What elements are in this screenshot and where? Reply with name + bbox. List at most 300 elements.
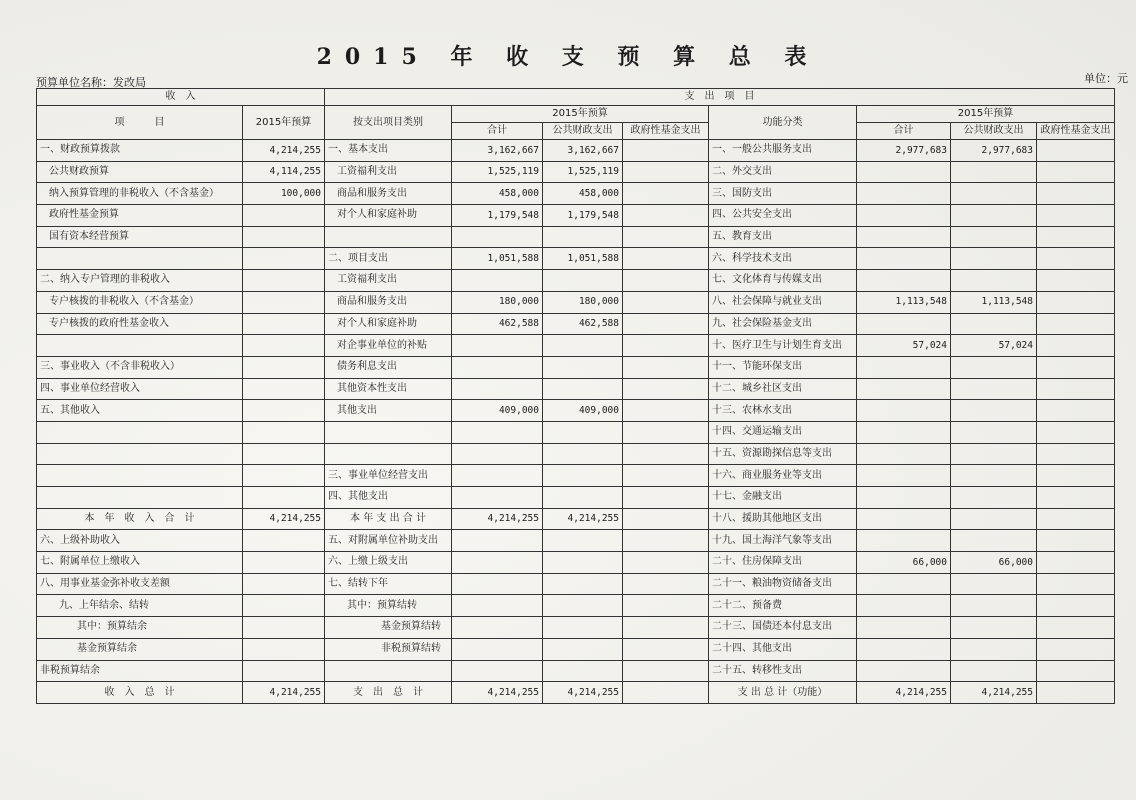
function-total-cell — [857, 443, 951, 465]
income-item-cell: 基金预算结余 — [37, 638, 243, 660]
function-public-cell — [951, 443, 1037, 465]
function-fund-cell — [1037, 530, 1115, 552]
income-item-cell: 七、附属单位上缴收入 — [37, 552, 243, 574]
category-total-cell — [452, 270, 543, 292]
table-row — [37, 270, 1115, 292]
category-item-cell: 五、对附属单位补助支出 — [325, 530, 452, 552]
function-public-cell — [951, 183, 1037, 205]
income-item-cell: 五、其他收入 — [37, 400, 243, 422]
function-fund-cell — [1037, 226, 1115, 248]
function-public-cell — [951, 530, 1037, 552]
function-public-cell — [951, 313, 1037, 335]
category-total-cell — [452, 660, 543, 682]
category-public-cell — [543, 378, 623, 400]
category-public-cell — [543, 573, 623, 595]
function-total-cell — [857, 573, 951, 595]
table-row — [37, 378, 1115, 400]
category-total-cell: 180,000 — [452, 291, 543, 313]
table-body — [37, 140, 1115, 704]
category-item-cell: 商品和服务支出 — [325, 291, 452, 313]
category-total-cell — [452, 378, 543, 400]
table-row — [37, 248, 1115, 270]
function-fund-cell — [1037, 313, 1115, 335]
function-fund-cell — [1037, 443, 1115, 465]
budget-unit-label: 预算单位名称：发改局 — [36, 76, 146, 89]
function-fund-cell — [1037, 183, 1115, 205]
income-value-cell: 100,000 — [243, 183, 325, 205]
function-total-cell — [857, 356, 951, 378]
category-total-cell: 3,162,667 — [452, 140, 543, 162]
function-total-header: 合计 — [857, 123, 951, 140]
income-item-cell: 八、用事业基金弥补收支差额 — [37, 573, 243, 595]
function-public-cell — [951, 356, 1037, 378]
category-public-cell — [543, 443, 623, 465]
function-fund-cell — [1037, 487, 1115, 509]
function-public-cell — [951, 487, 1037, 509]
function-total-cell — [857, 205, 951, 227]
income-item-cell: 一、财政预算拨款 — [37, 140, 243, 162]
function-item-cell: 二十一、粮油物资储备支出 — [709, 573, 857, 595]
header-row-1 — [37, 89, 1115, 106]
table-row — [37, 161, 1115, 183]
function-total-cell: 1,113,548 — [857, 291, 951, 313]
function-public-cell: 2,977,683 — [951, 140, 1037, 162]
category-public-cell: 1,525,119 — [543, 161, 623, 183]
function-total-cell — [857, 595, 951, 617]
function-item-cell: 二十五、转移性支出 — [709, 660, 857, 682]
category-fund-cell — [623, 400, 709, 422]
function-public-cell — [951, 161, 1037, 183]
category-item-cell: 工资福利支出 — [325, 161, 452, 183]
category-fund-cell — [623, 595, 709, 617]
category-item-cell: 其中：预算结转 — [325, 595, 452, 617]
category-fund-cell — [623, 270, 709, 292]
income-item-cell — [37, 248, 243, 270]
category-total-cell: 1,051,588 — [452, 248, 543, 270]
income-item-cell: 二、纳入专户管理的非税收入 — [37, 270, 243, 292]
category-total-cell — [452, 638, 543, 660]
function-total-cell — [857, 508, 951, 530]
category-fund-cell — [623, 421, 709, 443]
function-fund-cell — [1037, 270, 1115, 292]
function-item-cell: 十五、资源勘探信息等支出 — [709, 443, 857, 465]
category-item-cell: 债务利息支出 — [325, 356, 452, 378]
function-item-cell: 十八、援助其他地区支出 — [709, 508, 857, 530]
category-public-cell: 180,000 — [543, 291, 623, 313]
income-item-cell: 专户核拨的非税收入（不含基金） — [37, 291, 243, 313]
function-public-cell — [951, 508, 1037, 530]
category-total-cell — [452, 356, 543, 378]
table-row — [37, 508, 1115, 530]
category-fund-cell — [623, 573, 709, 595]
table-row — [37, 530, 1115, 552]
function-public-cell — [951, 270, 1037, 292]
function-total-cell — [857, 378, 951, 400]
function-item-cell: 十一、节能环保支出 — [709, 356, 857, 378]
income-value-cell: 4,214,255 — [243, 140, 325, 162]
income-value-cell: 4,214,255 — [243, 682, 325, 704]
category-public-cell — [543, 335, 623, 357]
table-row — [37, 140, 1115, 162]
table-row — [37, 617, 1115, 639]
income-value-cell — [243, 443, 325, 465]
category-item-cell: 其他支出 — [325, 400, 452, 422]
category-total-cell: 458,000 — [452, 183, 543, 205]
table-row — [37, 226, 1115, 248]
table-row — [37, 400, 1115, 422]
function-total-cell: 66,000 — [857, 552, 951, 574]
income-item-cell: 四、事业单位经营收入 — [37, 378, 243, 400]
category-total-cell: 4,214,255 — [452, 508, 543, 530]
function-item-cell: 二十二、预备费 — [709, 595, 857, 617]
function-fund-cell — [1037, 421, 1115, 443]
income-value-cell — [243, 530, 325, 552]
function-total-cell — [857, 617, 951, 639]
category-fund-cell — [623, 140, 709, 162]
category-public-cell — [543, 638, 623, 660]
header-row-2 — [37, 106, 1115, 123]
income-value-cell — [243, 270, 325, 292]
category-fund-cell — [623, 356, 709, 378]
category-fund-cell — [623, 487, 709, 509]
function-public-cell: 4,214,255 — [951, 682, 1037, 704]
category-budget-header: 2015年预算 — [452, 106, 709, 123]
category-item-cell: 商品和服务支出 — [325, 183, 452, 205]
function-item-cell: 十、医疗卫生与计划生育支出 — [709, 335, 857, 357]
income-item-cell: 纳入预算管理的非税收入（不含基金） — [37, 183, 243, 205]
income-value-cell — [243, 465, 325, 487]
function-budget-header: 2015年预算 — [857, 106, 1115, 123]
category-fund-cell — [623, 508, 709, 530]
function-fund-cell — [1037, 595, 1115, 617]
function-fund-cell — [1037, 638, 1115, 660]
function-total-cell — [857, 183, 951, 205]
table-row — [37, 660, 1115, 682]
income-item-cell — [37, 335, 243, 357]
function-total-cell — [857, 270, 951, 292]
category-public-cell — [543, 270, 623, 292]
function-fund-cell — [1037, 335, 1115, 357]
function-public-cell — [951, 421, 1037, 443]
category-item-cell: 本 年 支 出 合 计 — [325, 508, 452, 530]
category-item-cell — [325, 226, 452, 248]
category-total-cell — [452, 573, 543, 595]
income-item-cell: 国有资本经营预算 — [37, 226, 243, 248]
category-public-cell: 1,179,548 — [543, 205, 623, 227]
category-public-header: 公共财政支出 — [543, 123, 623, 140]
category-fund-cell — [623, 465, 709, 487]
category-fund-cell — [623, 291, 709, 313]
income-item-cell: 非税预算结余 — [37, 660, 243, 682]
function-item-cell: 八、社会保障与就业支出 — [709, 291, 857, 313]
function-header: 功能分类 — [709, 106, 857, 140]
income-value-cell — [243, 595, 325, 617]
category-total-cell: 409,000 — [452, 400, 543, 422]
function-item-cell: 十四、交通运输支出 — [709, 421, 857, 443]
function-fund-cell — [1037, 400, 1115, 422]
category-total-cell — [452, 465, 543, 487]
table-row — [37, 552, 1115, 574]
income-value-cell — [243, 226, 325, 248]
category-total-cell — [452, 617, 543, 639]
function-total-cell — [857, 226, 951, 248]
income-item-cell — [37, 421, 243, 443]
income-value-cell — [243, 617, 325, 639]
function-fund-cell — [1037, 508, 1115, 530]
table-row — [37, 313, 1115, 335]
function-public-cell — [951, 573, 1037, 595]
income-value-cell: 4,114,255 — [243, 161, 325, 183]
category-total-cell — [452, 552, 543, 574]
function-total-cell — [857, 465, 951, 487]
category-fund-cell — [623, 313, 709, 335]
category-item-cell: 非税预算结转 — [325, 638, 452, 660]
category-fund-cell — [623, 660, 709, 682]
function-total-cell — [857, 487, 951, 509]
function-fund-cell — [1037, 617, 1115, 639]
table-row — [37, 638, 1115, 660]
income-item-cell: 专户核拨的政府性基金收入 — [37, 313, 243, 335]
function-total-cell — [857, 400, 951, 422]
category-fund-cell — [623, 335, 709, 357]
category-public-cell — [543, 356, 623, 378]
category-fund-header: 政府性基金支出 — [623, 123, 709, 140]
function-fund-cell — [1037, 682, 1115, 704]
function-public-cell — [951, 660, 1037, 682]
function-total-cell — [857, 248, 951, 270]
category-item-cell: 二、项目支出 — [325, 248, 452, 270]
function-item-cell: 一、一般公共服务支出 — [709, 140, 857, 162]
income-value-cell — [243, 573, 325, 595]
budget-summary-table — [36, 88, 1115, 704]
function-public-cell — [951, 378, 1037, 400]
category-public-cell — [543, 552, 623, 574]
category-item-cell: 对企事业单位的补贴 — [325, 335, 452, 357]
category-item-cell: 七、结转下年 — [325, 573, 452, 595]
category-total-cell: 462,588 — [452, 313, 543, 335]
category-public-cell — [543, 226, 623, 248]
function-item-cell: 十二、城乡社区支出 — [709, 378, 857, 400]
category-public-cell: 409,000 — [543, 400, 623, 422]
income-item-cell: 六、上级补助收入 — [37, 530, 243, 552]
function-fund-cell — [1037, 552, 1115, 574]
income-item-cell: 政府性基金预算 — [37, 205, 243, 227]
function-item-cell: 二、外交支出 — [709, 161, 857, 183]
income-value-cell — [243, 248, 325, 270]
income-header: 收 入 — [37, 89, 325, 106]
category-fund-cell — [623, 378, 709, 400]
function-item-cell: 七、文化体育与传媒支出 — [709, 270, 857, 292]
category-item-cell — [325, 421, 452, 443]
income-value-cell — [243, 421, 325, 443]
function-total-cell — [857, 530, 951, 552]
category-total-cell: 4,214,255 — [452, 682, 543, 704]
function-item-cell: 十三、农林水支出 — [709, 400, 857, 422]
category-public-cell: 458,000 — [543, 183, 623, 205]
function-item-cell: 五、教育支出 — [709, 226, 857, 248]
table-row — [37, 335, 1115, 357]
category-item-cell: 支 出 总 计 — [325, 682, 452, 704]
category-fund-cell — [623, 530, 709, 552]
table-row — [37, 682, 1115, 704]
function-item-cell: 二十三、国债还本付息支出 — [709, 617, 857, 639]
category-fund-cell — [623, 638, 709, 660]
function-total-cell — [857, 638, 951, 660]
function-fund-cell — [1037, 573, 1115, 595]
category-fund-cell — [623, 682, 709, 704]
category-item-cell: 工资福利支出 — [325, 270, 452, 292]
function-public-header: 公共财政支出 — [951, 123, 1037, 140]
income-item-cell — [37, 487, 243, 509]
category-item-cell: 对个人和家庭补助 — [325, 313, 452, 335]
function-public-cell — [951, 248, 1037, 270]
function-total-cell — [857, 660, 951, 682]
category-total-cell: 1,179,548 — [452, 205, 543, 227]
table-row — [37, 487, 1115, 509]
income-value-cell — [243, 205, 325, 227]
function-fund-cell — [1037, 356, 1115, 378]
function-fund-cell — [1037, 660, 1115, 682]
function-item-cell: 十七、金融支出 — [709, 487, 857, 509]
page-title: 2015 年 收 支 预 算 总 表 — [316, 44, 820, 70]
income-item-cell: 本 年 收 入 合 计 — [37, 508, 243, 530]
category-fund-cell — [623, 617, 709, 639]
function-fund-cell — [1037, 378, 1115, 400]
category-item-cell: 其他资本性支出 — [325, 378, 452, 400]
category-public-cell — [543, 617, 623, 639]
function-public-cell — [951, 617, 1037, 639]
income-budget-header: 2015年预算 — [243, 106, 325, 140]
income-item-cell: 其中：预算结余 — [37, 617, 243, 639]
table-row — [37, 595, 1115, 617]
table-row — [37, 573, 1115, 595]
income-value-cell — [243, 487, 325, 509]
category-total-header: 合计 — [452, 123, 543, 140]
function-public-cell — [951, 400, 1037, 422]
income-value-cell — [243, 552, 325, 574]
function-public-cell — [951, 595, 1037, 617]
category-public-cell: 3,162,667 — [543, 140, 623, 162]
income-item-cell: 三、事业收入（不含非税收入） — [37, 356, 243, 378]
table-row — [37, 443, 1115, 465]
category-public-cell: 462,588 — [543, 313, 623, 335]
income-value-cell — [243, 378, 325, 400]
table-row — [37, 421, 1115, 443]
expense-header: 支 出 项 目 — [325, 89, 1115, 106]
income-item-cell: 公共财政预算 — [37, 161, 243, 183]
category-fund-cell — [623, 248, 709, 270]
income-value-cell — [243, 335, 325, 357]
category-fund-cell — [623, 183, 709, 205]
table-row — [37, 465, 1115, 487]
function-total-cell: 57,024 — [857, 335, 951, 357]
function-public-cell — [951, 205, 1037, 227]
category-fund-cell — [623, 443, 709, 465]
income-value-cell — [243, 660, 325, 682]
category-public-cell — [543, 660, 623, 682]
table-row — [37, 205, 1115, 227]
function-item-cell: 支 出 总 计（功能） — [709, 682, 857, 704]
category-fund-cell — [623, 226, 709, 248]
function-fund-cell — [1037, 465, 1115, 487]
category-item-cell — [325, 660, 452, 682]
category-item-cell: 四、其他支出 — [325, 487, 452, 509]
category-item-cell: 三、事业单位经营支出 — [325, 465, 452, 487]
category-item-cell: 基金预算结转 — [325, 617, 452, 639]
function-total-cell — [857, 161, 951, 183]
function-public-cell: 66,000 — [951, 552, 1037, 574]
income-value-cell — [243, 291, 325, 313]
function-fund-cell — [1037, 140, 1115, 162]
category-item-cell: 六、上缴上级支出 — [325, 552, 452, 574]
function-public-cell: 1,113,548 — [951, 291, 1037, 313]
income-value-cell — [243, 638, 325, 660]
category-header: 按支出项目类别 — [325, 106, 452, 140]
function-public-cell — [951, 638, 1037, 660]
currency-unit-label: 单位：元 — [1084, 72, 1128, 85]
category-total-cell — [452, 595, 543, 617]
function-item-cell: 九、社会保险基金支出 — [709, 313, 857, 335]
category-public-cell: 1,051,588 — [543, 248, 623, 270]
category-public-cell — [543, 530, 623, 552]
category-total-cell — [452, 226, 543, 248]
category-public-cell — [543, 421, 623, 443]
category-public-cell: 4,214,255 — [543, 682, 623, 704]
category-public-cell: 4,214,255 — [543, 508, 623, 530]
function-item-cell: 四、公共安全支出 — [709, 205, 857, 227]
income-item-cell: 九、上年结余、结转 — [37, 595, 243, 617]
category-item-cell — [325, 443, 452, 465]
item-header: 项 目 — [37, 106, 243, 140]
function-public-cell — [951, 226, 1037, 248]
function-fund-cell — [1037, 291, 1115, 313]
function-public-cell: 57,024 — [951, 335, 1037, 357]
function-fund-header: 政府性基金支出 — [1037, 123, 1115, 140]
income-value-cell — [243, 400, 325, 422]
function-item-cell: 十六、商业服务业等支出 — [709, 465, 857, 487]
category-total-cell — [452, 443, 543, 465]
category-fund-cell — [623, 552, 709, 574]
function-total-cell — [857, 421, 951, 443]
income-item-cell — [37, 465, 243, 487]
table-row — [37, 356, 1115, 378]
category-total-cell: 1,525,119 — [452, 161, 543, 183]
function-item-cell: 十九、国土海洋气象等支出 — [709, 530, 857, 552]
category-fund-cell — [623, 161, 709, 183]
category-item-cell: 一、基本支出 — [325, 140, 452, 162]
function-fund-cell — [1037, 205, 1115, 227]
function-fund-cell — [1037, 248, 1115, 270]
income-value-cell — [243, 313, 325, 335]
function-item-cell: 三、国防支出 — [709, 183, 857, 205]
function-fund-cell — [1037, 161, 1115, 183]
income-item-cell: 收 入 总 计 — [37, 682, 243, 704]
function-total-cell: 2,977,683 — [857, 140, 951, 162]
function-total-cell — [857, 313, 951, 335]
category-total-cell — [452, 335, 543, 357]
category-public-cell — [543, 595, 623, 617]
category-item-cell: 对个人和家庭补助 — [325, 205, 452, 227]
function-item-cell: 二十四、其他支出 — [709, 638, 857, 660]
category-public-cell — [543, 487, 623, 509]
table-row — [37, 291, 1115, 313]
function-item-cell: 六、科学技术支出 — [709, 248, 857, 270]
income-value-cell — [243, 356, 325, 378]
category-total-cell — [452, 530, 543, 552]
category-total-cell — [452, 487, 543, 509]
function-public-cell — [951, 465, 1037, 487]
income-value-cell: 4,214,255 — [243, 508, 325, 530]
